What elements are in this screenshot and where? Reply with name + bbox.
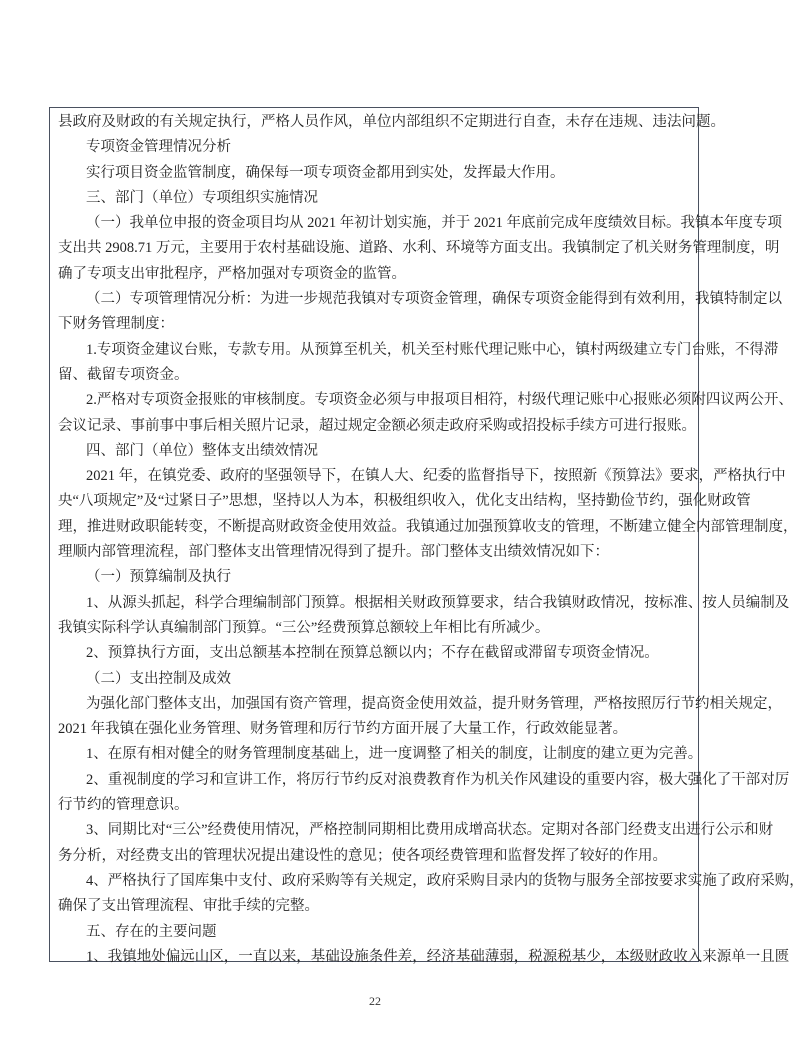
paragraph [58, 641, 692, 666]
paragraph [58, 287, 782, 338]
paragraph [58, 591, 790, 642]
text-line: 2、重视制度的学习和宣讲工作，将厉行节约反对浪费教育作为机关作风建设的重要内容，极大强化了干部对厉 [86, 771, 790, 788]
text-line: 留、截留专项资金。 [58, 366, 189, 383]
text-line: 4、严格执行了国库集中支付、政府采购等有关规定，政府采购目录内的货物与服务全部按要求实施了政府采购， [86, 872, 804, 889]
text-line: 理，推进财政职能转变，不断提高财政资金使用效益。我镇通过加强预算收支的管理，不断建立健全内部管理制度， [58, 518, 798, 535]
paragraph [58, 667, 692, 692]
paragraph [58, 211, 782, 287]
text-line: （二）专项管理情况分析：为进一步规范我镇对专项资金管理，确保专项资金能得到有效利用，我镇特制定以 [86, 291, 782, 308]
paragraph [58, 110, 725, 135]
paragraph [58, 186, 692, 211]
text-line: 我镇实际科学认真编制部门预算。“三公”经费预算总额较上年相比有所减少。 [58, 619, 550, 636]
paragraph [58, 388, 793, 439]
page-number: 22 [369, 994, 381, 1008]
paragraph [58, 439, 692, 464]
paragraph [58, 818, 774, 869]
text-line: 确保了支出管理流程、审批手续的完整。 [58, 898, 319, 915]
paragraph [58, 869, 804, 920]
paragraph [58, 464, 798, 565]
text-line: 2.严格对专项资金报账的审核制度。专项资金必须与申报项目相符，村级代理记账中心报账必须附四议两公开、 [86, 392, 793, 409]
text-line: 1、在原有相对健全的财务管理制度基础上，进一度调整了相关的制度，让制度的建立更为完善。 [86, 746, 703, 763]
text-line: 县政府及财政的有关规定执行，严格人员作风，单位内部组织不定期进行自查，未存在违规、违法问题。 [58, 114, 725, 130]
text-line: 专项资金管理情况分析 [86, 139, 231, 156]
document-body [58, 110, 804, 970]
text-line: 央“八项规定”及“过紧日子”思想，坚持以人为本，积极组织收入，优化支出结构，坚持勤俭节约，强化财政管 [58, 493, 751, 510]
text-line: （二）支出控制及成效 [86, 670, 231, 687]
text-line: 五、存在的主要问题 [86, 923, 217, 940]
paragraph [58, 135, 692, 160]
paragraph [58, 565, 692, 590]
text-line: 支出共 2908.71 万元，主要用于农村基础设施、道路、水利、环境等方面支出。我镇制定了机关财务管理制度，明 [58, 240, 780, 257]
text-line: 1.专项资金建议台账，专款专用。从预算至机关，机关至村账代理记账中心，镇村两级建立专门台账，不得滞 [86, 341, 779, 358]
paragraph [58, 945, 790, 970]
paragraph [58, 742, 703, 767]
text-line: 理顺内部管理流程，部门整体支出管理情况得到了提升。部门整体支出绩效情况如下： [58, 544, 609, 561]
text-line: 务分析，对经费支出的管理状况提出建设性的意见；使各项经费管理和监督发挥了较好的作用。 [58, 847, 667, 864]
text-line: 3、同期比对“三公”经费使用情况，严格控制同期相比费用成增高状态。定期对各部门经费支出进行公示和财 [86, 822, 774, 839]
text-line: 为强化部门整体支出，加强国有资产管理，提高资金使用效益，提升财务管理，严格按照厉行节约相关规定， [86, 695, 782, 712]
text-line: 1、我镇地处偏远山区，一直以来，基础设施条件差，经济基础薄弱，税源税基少，本级财政收入来源单一且匮 [86, 948, 790, 965]
text-line: 2021 年，在镇党委、政府的坚强领导下，在镇人大、纪委的监督指导下，按照新《预算法》要求，严格执行中 [86, 468, 786, 485]
paragraph [58, 768, 790, 819]
paragraph [58, 920, 692, 945]
text-line: 三、部门（单位）专项组织实施情况 [86, 189, 318, 206]
text-line: 2、预算执行方面，支出总额基本控制在预算总额以内；不存在截留或滞留专项资金情况。 [86, 645, 659, 662]
text-line: 确了专项支出审批程序，严格加强对专项资金的监管。 [58, 265, 406, 282]
text-line: 四、部门（单位）整体支出绩效情况 [86, 442, 318, 459]
text-line: （一）预算编制及执行 [86, 569, 231, 586]
paragraph [58, 338, 779, 389]
text-line: 实行项目资金监管制度，确保每一项专项资金都用到实处，发挥最大作用。 [86, 164, 565, 181]
paragraph [58, 161, 692, 186]
text-line: 2021 年我镇在强化业务管理、财务管理和厉行节约方面开展了大量工作，行政效能显著。 [58, 721, 628, 738]
text-line: 行节约的管理意识。 [58, 797, 189, 814]
paragraph [58, 692, 782, 743]
text-line: 1、从源头抓起，科学合理编制部门预算。根据相关财政预算要求，结合我镇财政情况，按标准、按人员编制及 [86, 594, 790, 611]
text-line: 下财务管理制度： [58, 316, 174, 333]
text-line: （一）我单位申报的资金项目均从 2021 年初计划实施，并于 2021 年底前完成年度绩效目标。我镇本年度专项 [86, 215, 782, 232]
text-line: 会议记录、事前事中事后相关照片记录，超过规定金额必须走政府采购或招投标手续方可进行报账。 [58, 417, 696, 434]
